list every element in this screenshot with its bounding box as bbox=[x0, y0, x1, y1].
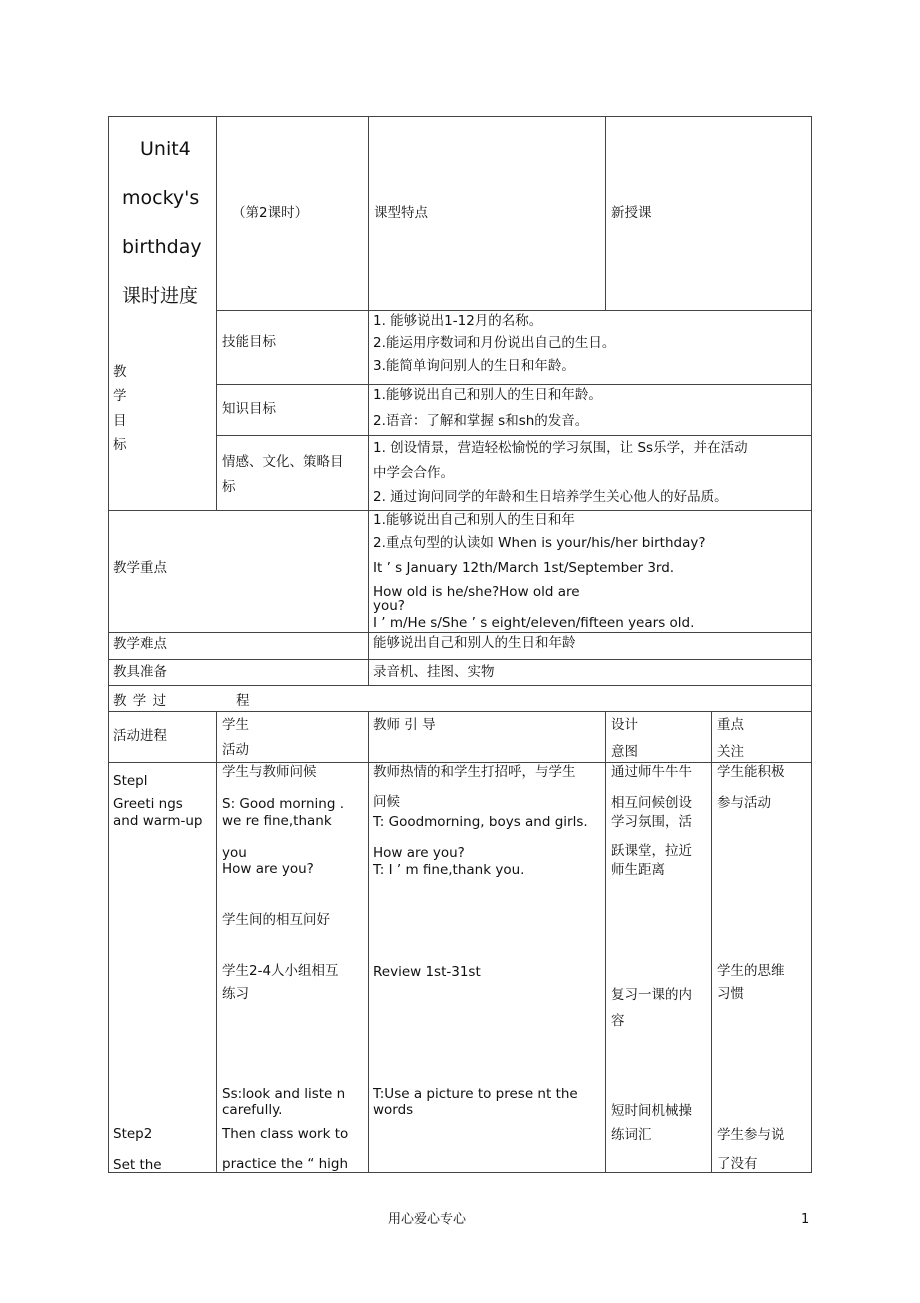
emotion-objective-item: 1. 创设情景，营造轻松愉悦的学习氛围，让 Ss乐学，并在活动 bbox=[373, 440, 748, 456]
student-activity-line: 学生与教师问候 bbox=[222, 764, 317, 780]
teacher-guide-line: Review 1st-31st bbox=[373, 964, 481, 980]
student-activity-line: Ss:look and liste n bbox=[222, 1086, 346, 1102]
emotion-objective-item: 中学会合作。 bbox=[373, 465, 454, 481]
design-intent-line: 通过师牛牛牛 bbox=[611, 764, 692, 780]
step1-name: Greeti ngs bbox=[113, 796, 183, 812]
focus-line: 学生的思维 bbox=[717, 963, 785, 979]
student-activity-line: you bbox=[222, 845, 247, 861]
student-activity-line: practice the “ high bbox=[222, 1156, 349, 1172]
teacher-guide-line: words bbox=[373, 1102, 414, 1118]
key-point-item: 2.重点句型的认读如 When is your/his/her birthday? bbox=[373, 535, 706, 551]
emotion-objective-label: 情感、文化、策略目 bbox=[222, 454, 344, 470]
student-activity-line: S: Good morning . bbox=[222, 796, 344, 812]
student-activity-line: 学生2-4人小组相互 bbox=[222, 963, 339, 979]
knowledge-objective-label: 知识目标 bbox=[222, 401, 276, 417]
title-line: mocky's bbox=[122, 187, 200, 209]
design-intent-line: 学习氛围，活 bbox=[611, 814, 692, 830]
design-intent-line: 师生距离 bbox=[611, 862, 665, 878]
student-activity-line: we re fine,thank bbox=[222, 813, 332, 829]
step2-name: Set the bbox=[113, 1157, 162, 1173]
header-focus: 关注 bbox=[717, 744, 744, 760]
emotion-objective-label: 标 bbox=[222, 479, 236, 495]
knowledge-objective-item: 2.语音：了解和掌握 s和sh的发音。 bbox=[373, 413, 589, 429]
student-activity-line: carefully. bbox=[222, 1102, 283, 1118]
header-focus: 重点 bbox=[717, 717, 744, 733]
header-student: 学生 bbox=[222, 717, 249, 733]
key-point-item: 1.能够说出自己和别人的生日和年 bbox=[373, 512, 575, 528]
step1-name: Stepl bbox=[113, 773, 148, 789]
difficulty-label: 教学难点 bbox=[113, 636, 167, 652]
student-activity-line: 学生间的相互问好 bbox=[222, 912, 330, 928]
emotion-objective-item: 2. 通过询问同学的年龄和生日培养学生关心他人的好品质。 bbox=[373, 489, 728, 505]
key-points-label: 教学重点 bbox=[113, 560, 167, 576]
teacher-guide-line: T: I ’ m fine,thank you. bbox=[373, 862, 525, 878]
focus-line: 学生能积极 bbox=[717, 764, 785, 780]
header-design: 设计 bbox=[611, 717, 638, 733]
process-title: 教 学 过 bbox=[113, 693, 168, 709]
design-intent-line: 相互问候创设 bbox=[611, 795, 692, 811]
key-point-item-cut: you? bbox=[373, 598, 405, 614]
student-activity-line: 练习 bbox=[222, 986, 249, 1002]
design-intent-line: 跃课堂，拉近 bbox=[611, 843, 692, 859]
title-line: birthday bbox=[122, 236, 202, 258]
header-design: 意图 bbox=[611, 744, 638, 760]
teacher-guide-line: 教师热情的和学生打招呼，与学生 bbox=[373, 764, 576, 780]
focus-line: 参与活动 bbox=[717, 795, 771, 811]
key-point-item: How old is he/she?How old are bbox=[373, 584, 580, 600]
design-intent-line: 容 bbox=[611, 1013, 625, 1029]
student-activity-line: Then class work to bbox=[222, 1126, 349, 1142]
teacher-guide-line: 问候 bbox=[373, 794, 400, 810]
design-intent-line: 练词汇 bbox=[611, 1127, 652, 1143]
step2-name: Step2 bbox=[113, 1126, 153, 1142]
design-intent-line: 复习一课的内 bbox=[611, 987, 692, 1003]
skill-objective-item: 1. 能够说出1-12月的名称。 bbox=[373, 313, 543, 329]
header-student: 活动 bbox=[222, 742, 249, 758]
student-activity-line: How are you? bbox=[222, 861, 314, 877]
teacher-guide-line: How are you? bbox=[373, 845, 465, 861]
header-activity: 活动进程 bbox=[113, 728, 167, 744]
title-line: 课时进度 bbox=[122, 285, 199, 307]
key-point-item: It ’ s January 12th/March 1st/September 3rd. bbox=[373, 560, 675, 576]
difficulty-value: 能够说出自己和别人的生日和年龄 bbox=[373, 635, 576, 651]
design-intent-line: 短时间机械操 bbox=[611, 1103, 692, 1119]
teacher-guide-line: T: Goodmorning, boys and girls. bbox=[373, 814, 588, 830]
skill-objective-item: 2.能运用序数词和月份说出自己的生日。 bbox=[373, 335, 616, 351]
teacher-guide-line: T:Use a picture to prese nt the bbox=[373, 1086, 578, 1102]
knowledge-objective-item: 1.能够说出自己和别人的生日和年龄。 bbox=[373, 387, 602, 403]
page-number: 1 bbox=[801, 1212, 810, 1227]
skill-objective-item: 3.能简单询问别人的生日和年龄。 bbox=[373, 358, 575, 374]
materials-value: 录音机、挂图、实物 bbox=[373, 664, 495, 680]
lesson-number: （第2课时） bbox=[232, 205, 309, 221]
title-line: Unit4 bbox=[140, 138, 191, 160]
key-point-item: I ’ m/He s/She ’ s eight/eleven/fifteen years old. bbox=[373, 615, 695, 631]
focus-line: 了没有 bbox=[717, 1156, 758, 1172]
footer-text: 用心爱心专心 bbox=[388, 1212, 467, 1227]
process-title-end: 程 bbox=[236, 693, 250, 709]
lesson-type-label: 课型特点 bbox=[374, 205, 428, 221]
step1-name: and warm-up bbox=[113, 813, 203, 829]
header-teacher: 教师 引 导 bbox=[373, 717, 436, 733]
skill-objective-label: 技能目标 bbox=[222, 334, 276, 350]
lesson-type-value: 新授课 bbox=[611, 205, 652, 221]
document-page: Unit4 mocky's birthday 课时进度 （第2课时） 课型特点 新授课 教 学 目 标 技能目标 1. 能够说出1-12月的名称。 2.能运用序数词和月份说出自己的生日。 3.能简单询问别人的生日和年龄。 知识目标 1.能够说出自己和别人的生日和年龄。 2.语音：了解和掌握 s和sh的发音。 情感、文化、策略目 标 1. 创设情景，营造轻松愉悦的学习氛围，让 Ss乐学，并在活动 中学会合作。 2. 通过询问同学的年龄和生日培养学生关心他人的好品质。 教学重点 1.能够说出自己和别人的生日和年 2.重点句型的认读如 When is your/his/her birthday? It ’ s January 12th/March 1st/September 3rd. How old is he/she?How old are you? I ’ m/He s/She ’ s eight/eleven/fifteen years old. 教学难点 能够说出自己和别人的生日和年龄 教具准备 录音机、挂图、实物 教 学 过 程 活动进程 学生 活动 教师 引 导 设计 意图 重点 关注 Stepl Greeti ngs and warm-up 学生与教师问候 S: Good morning . we re fine,thank you How are you? 学生间的相互问好 学生2-4人小组相互 练习 Ss:look and liste n carefully. Then class work to practice the “ high 教师热情的和学生打招呼，与学生 问候 T: Goodmorning, boys and girls. How are you? T: I ’ m fine,thank you. Review 1st-31st T:Use a picture to prese nt the words 通过师牛牛牛 相互问候创设 学习氛围，活 跃课堂，拉近 师生距离 复习一课的内 容 短时间机械操 练词汇 学生能积极 参与活动 学生的思维 习惯 学生参与说 了没有 Step2 Set the 用心爱心专心 1 bbox=[0, 0, 920, 1303]
materials-label: 教具准备 bbox=[113, 664, 167, 680]
focus-line: 习惯 bbox=[717, 986, 744, 1002]
focus-line: 学生参与说 bbox=[717, 1127, 785, 1143]
